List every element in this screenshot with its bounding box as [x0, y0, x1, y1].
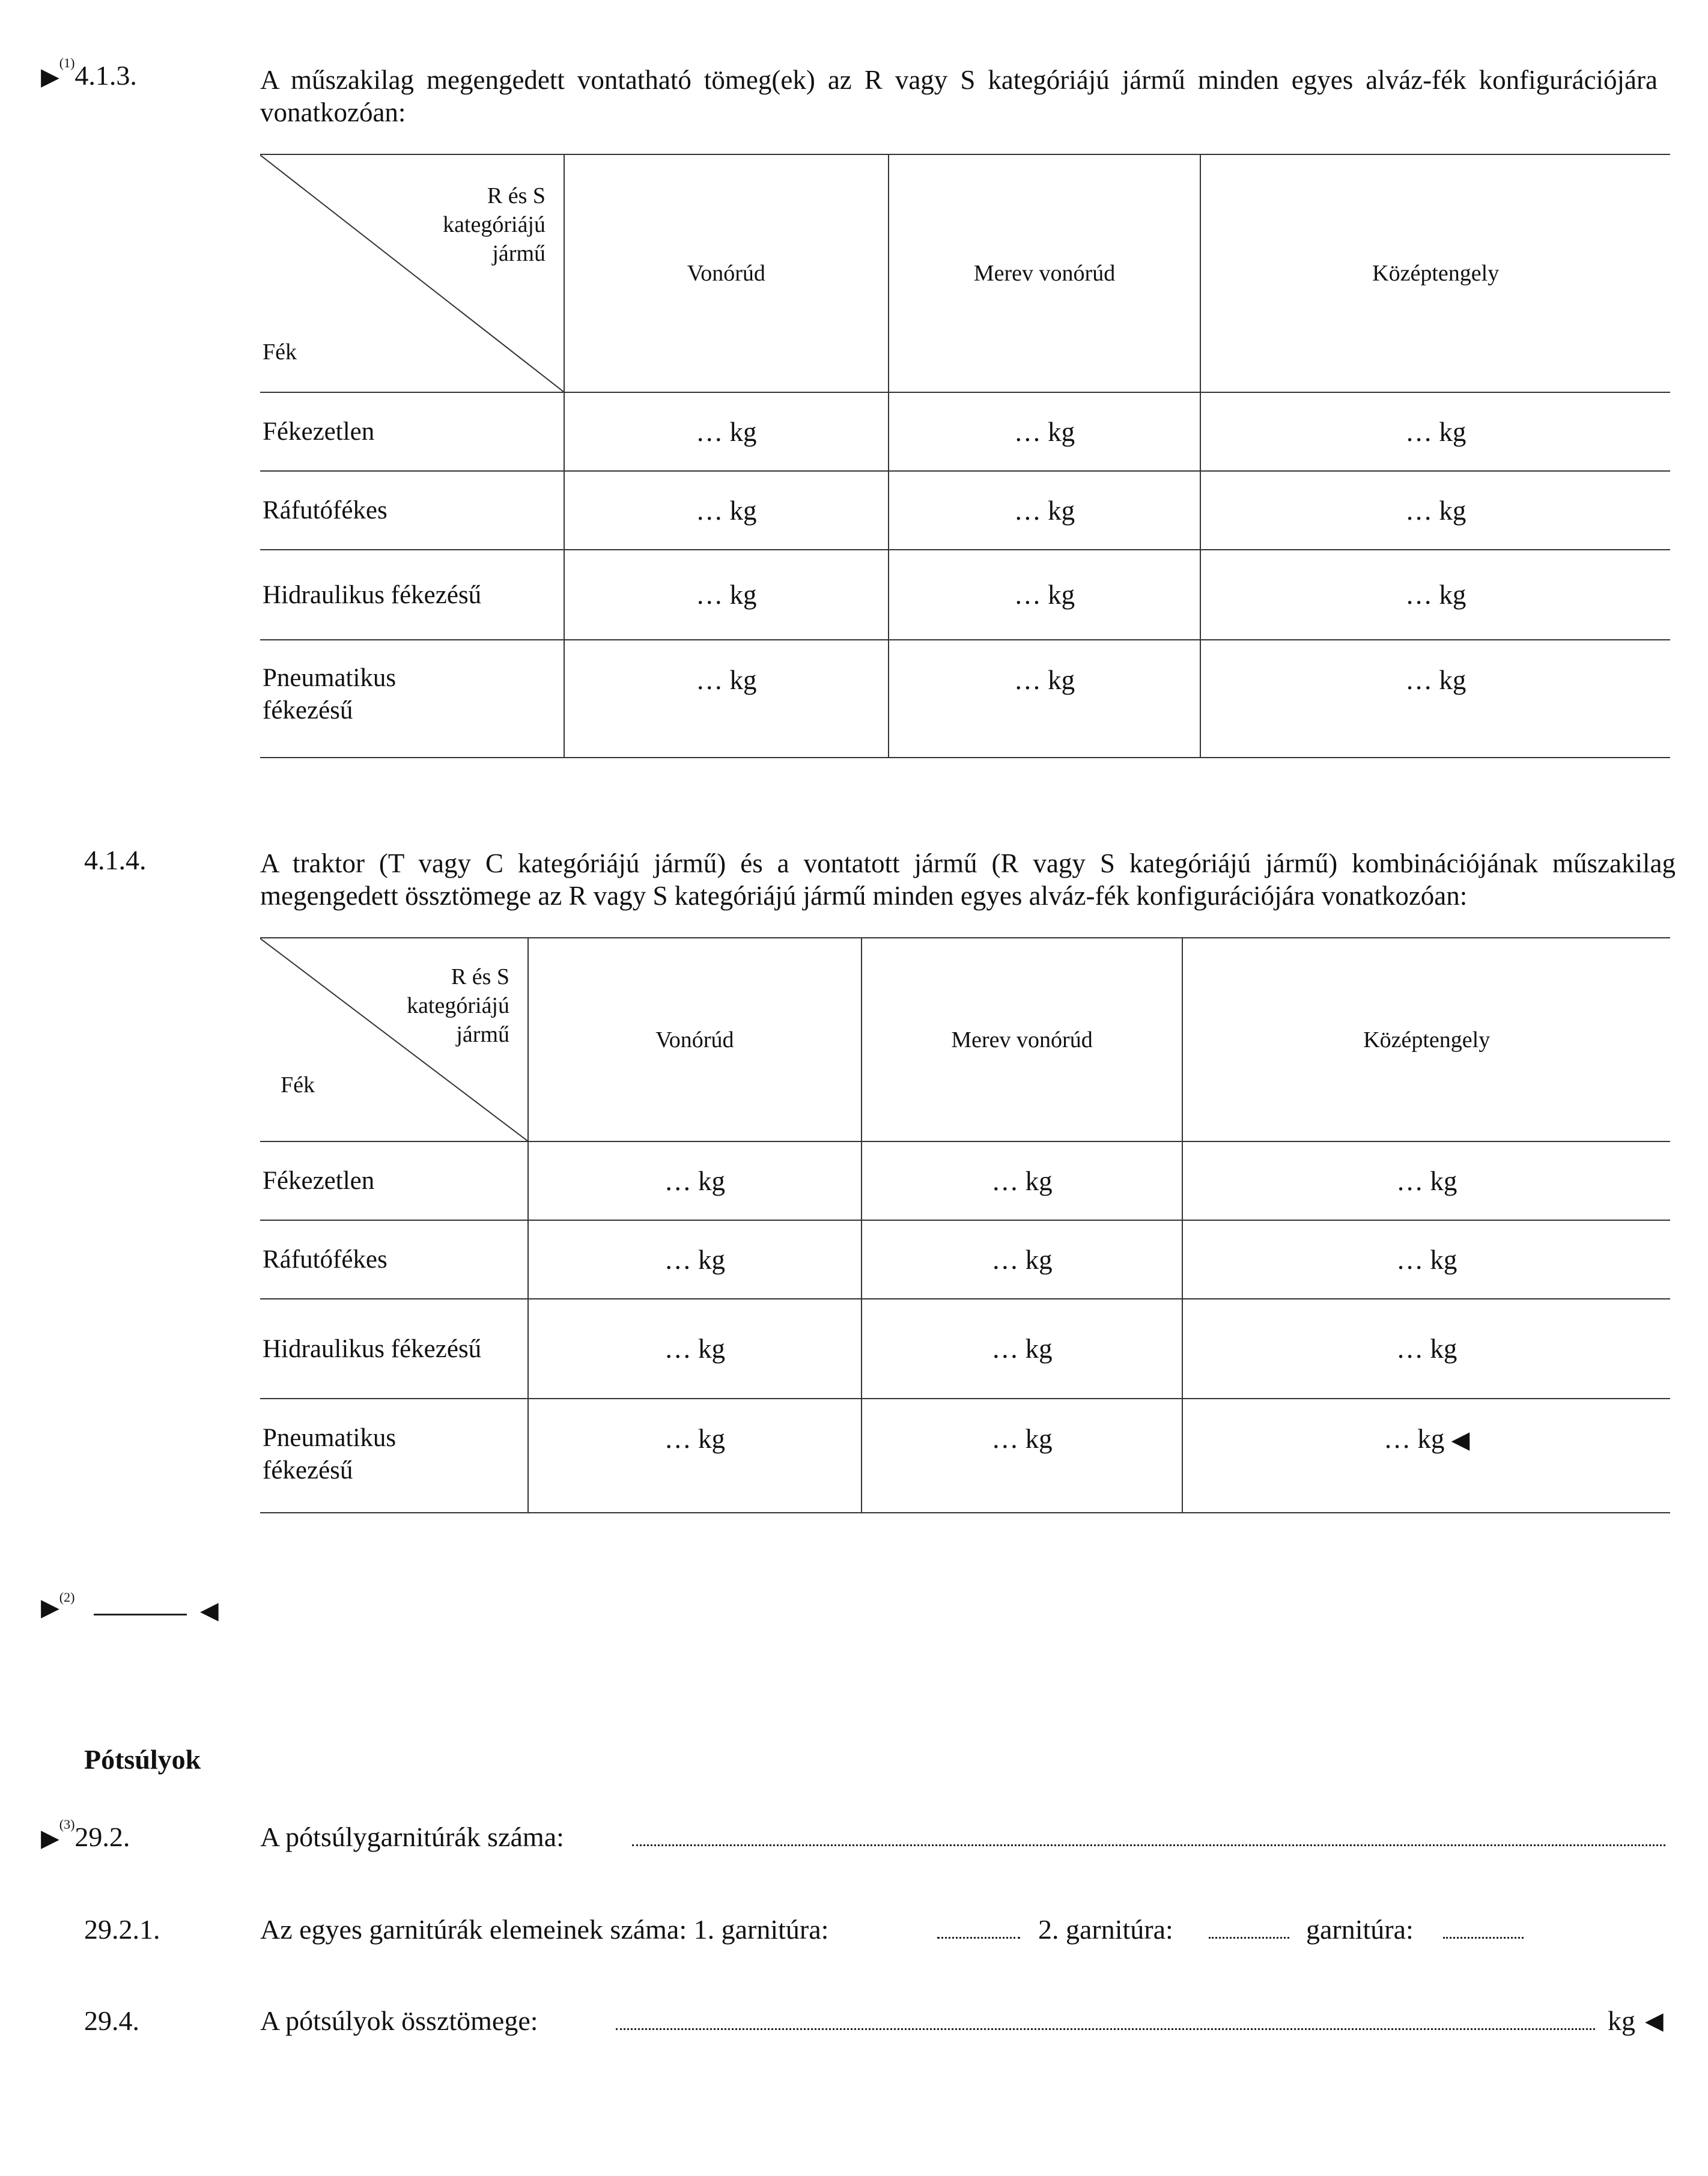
fill-in-field[interactable]: [937, 1937, 1020, 1939]
corner-top-label: R és S kategóriájú jármű: [443, 183, 546, 266]
section-text-line: A műszakilag megengedett vontatható tömeg(ek) az R vagy S kategóriájú jármű minden egyes alváz-fék konfigurációjára: [260, 65, 1658, 95]
table-row: [260, 1220, 1670, 1299]
corner-bottom-label: Fék: [281, 1072, 315, 1098]
combination-mass-table: [260, 937, 1670, 1513]
value-cell: … kg: [889, 550, 1201, 640]
item-text: A pótsúlygarnitúrák száma:: [260, 1822, 564, 1852]
subsection-title: Pótsúlyok: [84, 1744, 201, 1775]
section-text-line: megengedett össztömege az R vagy S kategóriájú jármű minden egyes alváz-fék konfigurációjára vonatkozóan:: [260, 881, 1468, 911]
table-row: [260, 1141, 1670, 1220]
row-label: Hidraulikus fékezésű: [260, 1299, 528, 1399]
unit-label: kg: [1608, 2005, 1635, 2036]
end-arrow-icon: [200, 1596, 219, 1624]
value-cell: … kg: [528, 1299, 862, 1399]
item-number: 29.4.: [84, 2005, 139, 2036]
value-cell: … kg: [564, 392, 889, 471]
fill-in-field[interactable]: [1209, 1937, 1289, 1939]
table-row: [260, 550, 1670, 640]
column-header: Középtengely: [1182, 938, 1670, 1141]
row-label: Hidraulikus fékezésű: [260, 550, 564, 640]
value-cell: … kg: [862, 1141, 1183, 1220]
row-label: Pneumatikus fékezésű: [260, 1399, 528, 1513]
table-row: [260, 1299, 1670, 1399]
fill-in-field[interactable]: [632, 1844, 1665, 1846]
item-text: A pótsúlyok össztömege:: [260, 2005, 538, 2036]
row-label: Fékezetlen: [260, 392, 564, 471]
footnote-ref: (1): [59, 55, 75, 70]
start-arrow-icon: [41, 1825, 59, 1852]
fill-in-field[interactable]: [616, 2028, 1595, 2030]
column-header: Középtengely: [1200, 154, 1670, 392]
value-cell: … kg: [1182, 1299, 1670, 1399]
row-label: Ráfutófékes: [260, 1220, 528, 1299]
value-cell: … kg ◀: [1182, 1399, 1670, 1513]
amendment-marker-2: [41, 1590, 75, 1621]
value-cell: … kg: [889, 640, 1201, 758]
section-number: 4.1.4.: [84, 845, 147, 875]
start-arrow-icon: [41, 63, 59, 90]
row-label: Fékezetlen: [260, 1141, 528, 1220]
item-text: 2. garnitúra:: [1038, 1914, 1173, 1945]
value-cell: … kg: [889, 392, 1201, 471]
column-header: Vonórúd: [564, 154, 889, 392]
value-cell: … kg: [862, 1220, 1183, 1299]
value-cell: … kg: [862, 1299, 1183, 1399]
column-header: Merev vonórúd: [889, 154, 1201, 392]
table-row: [260, 471, 1670, 550]
end-arrow-icon: [1451, 1426, 1470, 1453]
value-cell: … kg: [528, 1141, 862, 1220]
footnote-ref: (2): [59, 1590, 75, 1605]
towable-mass-table: [260, 154, 1670, 758]
row-label: Pneumatikus fékezésű: [260, 640, 564, 758]
start-arrow-icon: [41, 1594, 59, 1621]
value-cell: … kg: [528, 1399, 862, 1513]
table-corner-cell: [260, 154, 564, 392]
item-number: 29.2.1.: [84, 1914, 160, 1945]
end-arrow-icon: [1645, 2007, 1664, 2035]
amendment-marker-1: [41, 55, 137, 93]
value-cell: … kg: [1182, 1220, 1670, 1299]
table-row: [260, 640, 1670, 758]
amendment-marker-3: [41, 1817, 130, 1854]
section-number: 4.1.3.: [74, 60, 137, 91]
value-cell: … kg: [1200, 640, 1670, 758]
table-row: [260, 392, 1670, 471]
value-cell: … kg: [1200, 392, 1670, 471]
section-text-line: vonatkozóan:: [260, 97, 406, 127]
item-text: garnitúra:: [1306, 1914, 1414, 1945]
value-cell: … kg: [564, 550, 889, 640]
column-header: Vonórúd: [528, 938, 862, 1141]
fill-in-field[interactable]: [1443, 1937, 1524, 1939]
column-header: Merev vonórúd: [862, 938, 1183, 1141]
table-corner-cell: [260, 938, 528, 1141]
value-cell: … kg: [889, 471, 1201, 550]
value-cell: … kg: [564, 640, 889, 758]
table-row: [260, 1399, 1670, 1513]
footnote-ref: (3): [59, 1817, 75, 1832]
value-cell: … kg: [528, 1220, 862, 1299]
corner-bottom-label: Fék: [263, 339, 297, 365]
value-cell: … kg: [1182, 1141, 1670, 1220]
value-cell: … kg: [862, 1399, 1183, 1513]
corner-top-label: R és S kategóriájú jármű: [407, 964, 509, 1047]
section-text-line: A traktor (T vagy C kategóriájú jármű) és a vontatott jármű (R vagy S kategóriájú jármű) kombinációjának műszakilag: [260, 848, 1676, 878]
value-cell: … kg: [1200, 471, 1670, 550]
deleted-text-rule: [94, 1614, 187, 1615]
row-label: Ráfutófékes: [260, 471, 564, 550]
value-cell: … kg: [564, 471, 889, 550]
value-cell: … kg: [1200, 550, 1670, 640]
item-text: Az egyes garnitúrák elemeinek száma: 1. garnitúra:: [260, 1914, 829, 1945]
item-number: 29.2.: [74, 1822, 130, 1852]
